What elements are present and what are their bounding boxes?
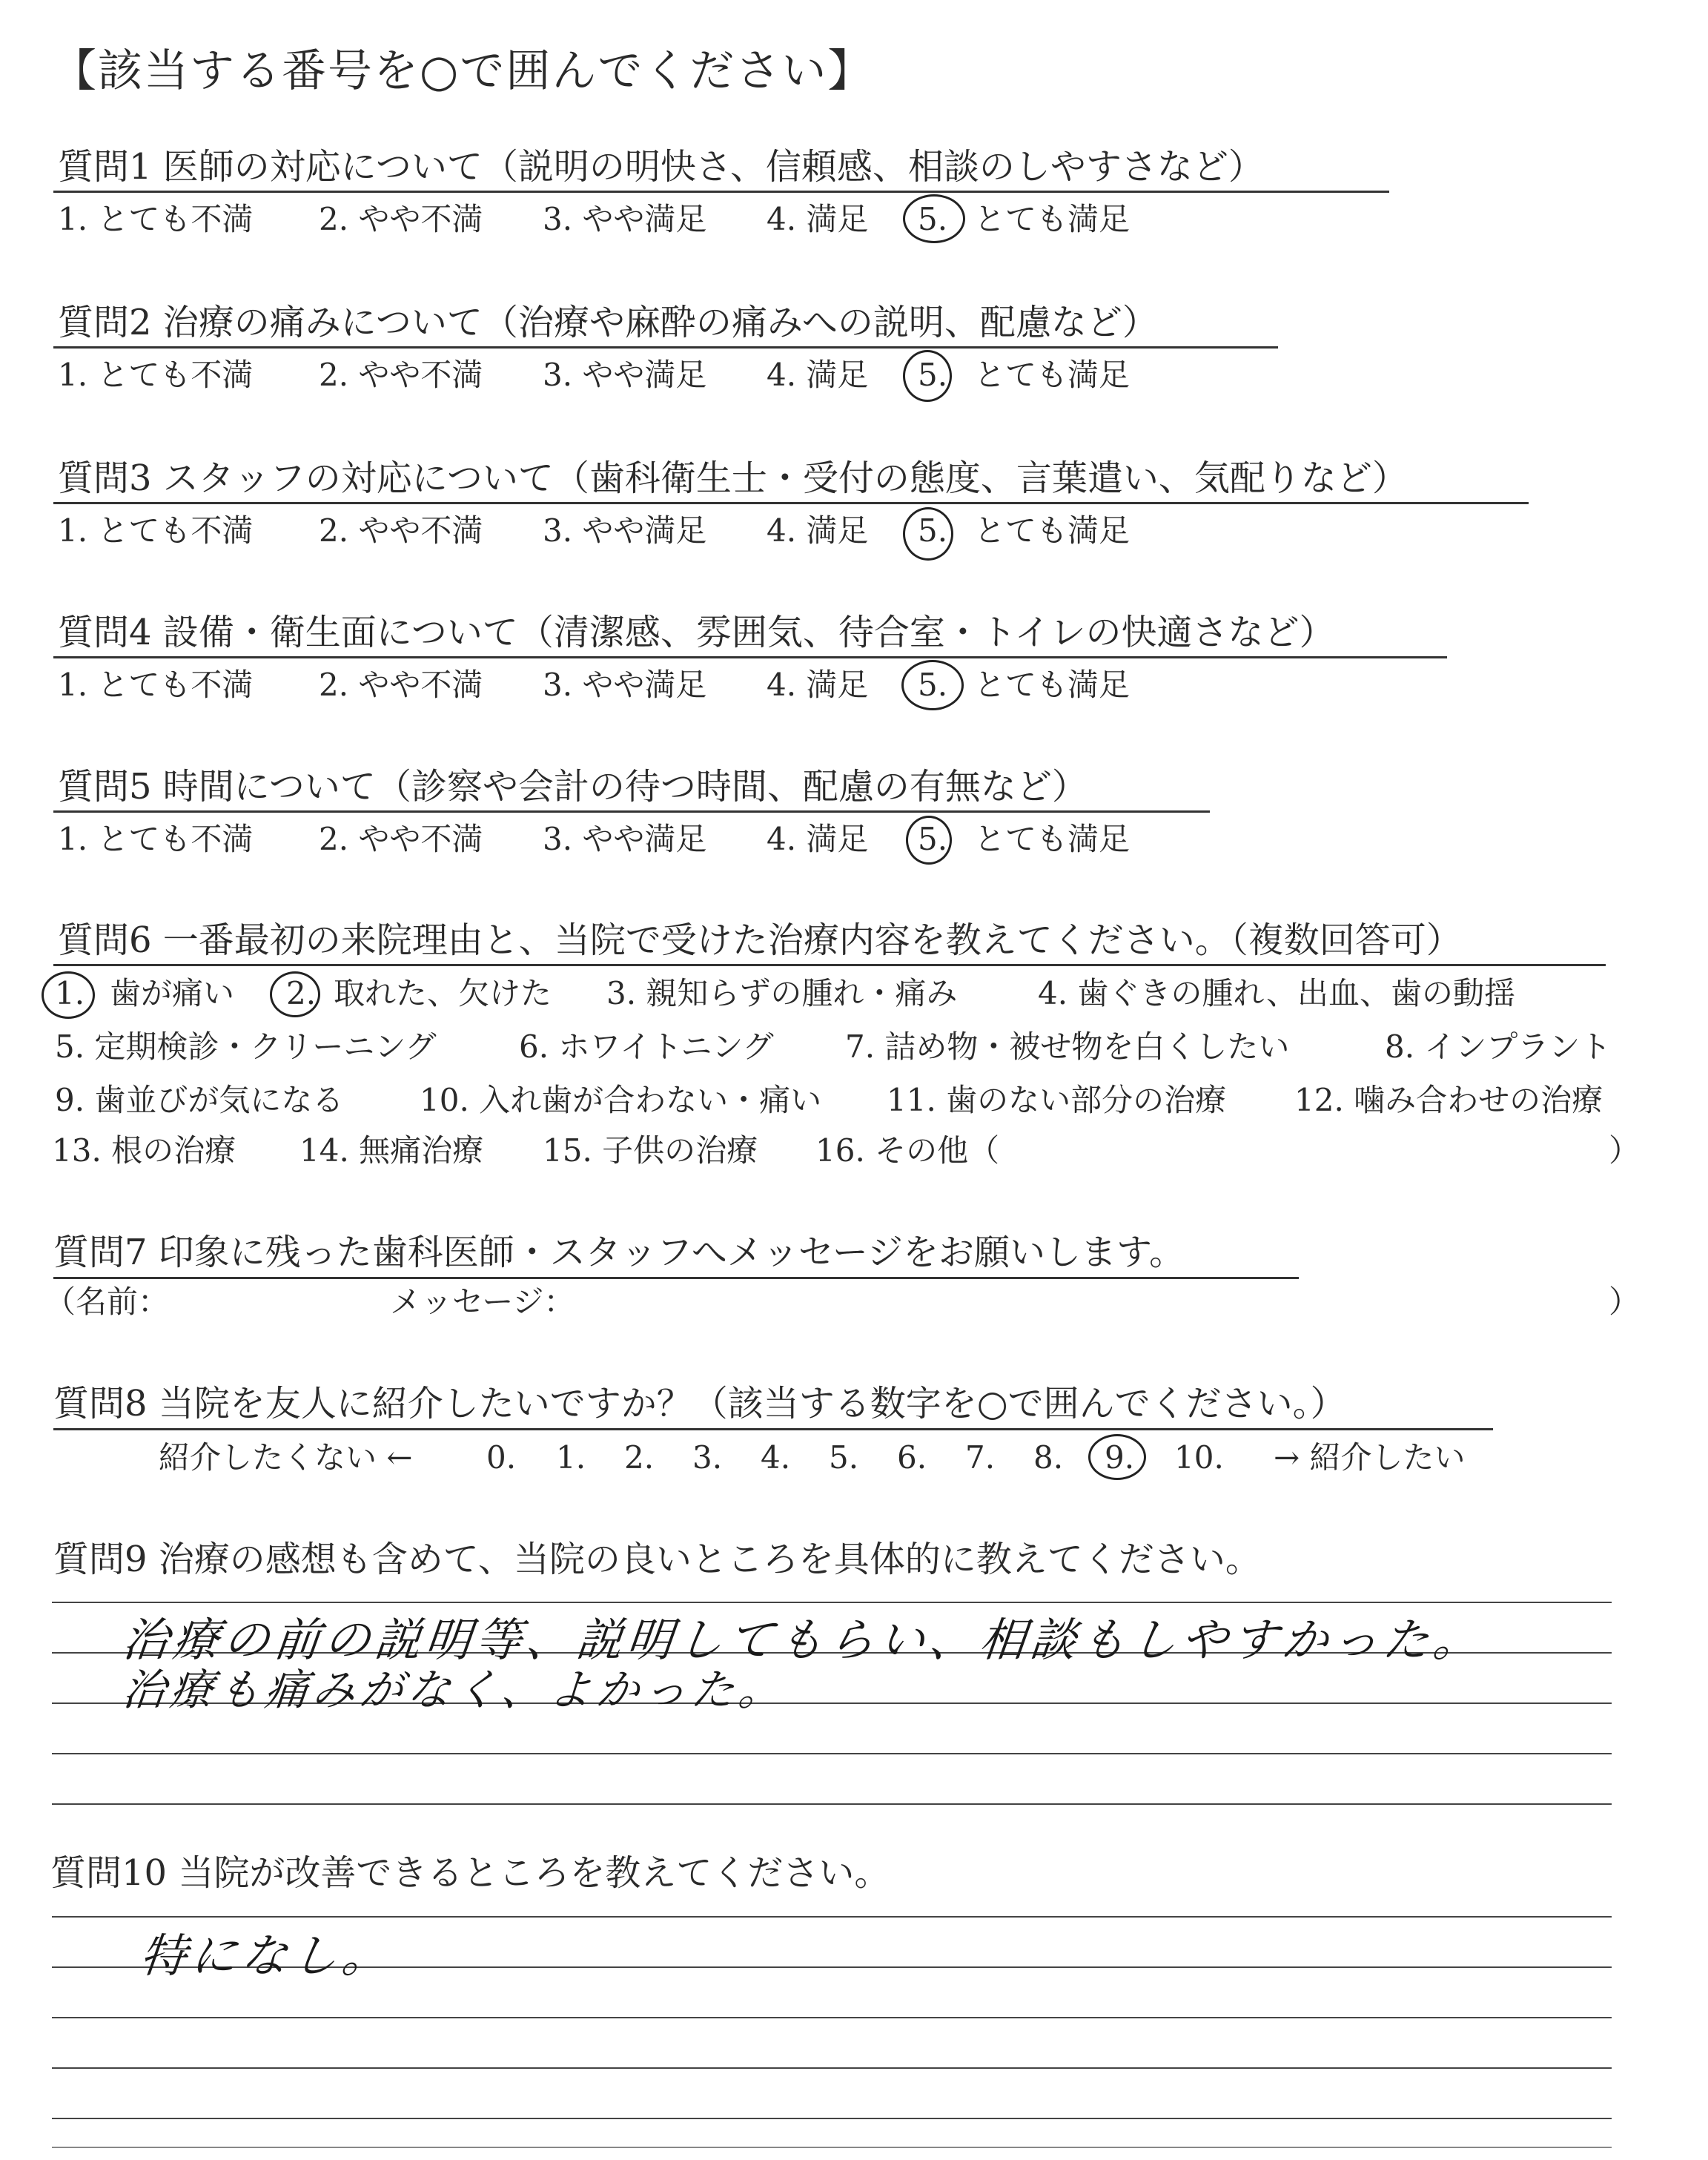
q2-underline [53, 346, 1278, 349]
q4-option-1[interactable]: 1. とても不満 [58, 667, 254, 703]
q5-option-5-label: とても満足 [974, 821, 1131, 857]
q1-option-1[interactable]: 1. とても不満 [58, 201, 254, 237]
q4-underline [53, 656, 1447, 658]
q3-option-5[interactable]: 5. [918, 512, 948, 549]
q6-option-11[interactable]: 11. 歯のない部分の治療 [887, 1082, 1227, 1118]
q6-row-4 [0, 1130, 1708, 1172]
q8-option-6[interactable]: 6. [897, 1439, 927, 1476]
q9-write-line-4 [52, 1753, 1612, 1754]
q5-option-3[interactable]: 3. やや満足 [543, 821, 707, 857]
q6-row-2 [0, 1026, 1708, 1068]
q5-options [0, 819, 1708, 860]
q4-title: 質問4 設備・衛生面について（清潔感、雰囲気、待合室・トイレの快適さなど） [58, 612, 1335, 653]
q6-answer-circle-2 [270, 971, 320, 1017]
q8-option-0[interactable]: 0. [486, 1439, 517, 1476]
q5-title: 質問5 時間について（診察や会計の待つ時間、配慮の有無など） [58, 766, 1088, 807]
q3-answer-circle [903, 507, 953, 561]
q8-right-label: → 紹介したい [1274, 1439, 1466, 1476]
q6-option-1-num[interactable]: 1. [55, 975, 85, 1011]
q2-title: 質問2 治療の痛みについて（治療や麻酔の痛みへの説明、配慮など） [58, 302, 1158, 343]
q2-option-2[interactable]: 2. やや不満 [319, 357, 483, 393]
q10-write-line-5 [52, 2118, 1612, 2119]
q6-option-8[interactable]: 8. インプラント [1385, 1028, 1612, 1065]
q3-title: 質問3 スタッフの対応について（歯科衛生士・受付の態度、言葉遣い、気配りなど） [58, 458, 1408, 499]
q4-option-3[interactable]: 3. やや満足 [543, 667, 707, 703]
q4-option-2[interactable]: 2. やや不満 [319, 667, 483, 703]
q2-option-3[interactable]: 3. やや満足 [543, 357, 707, 393]
q5-answer-circle [906, 816, 952, 865]
q8-option-8[interactable]: 8. [1033, 1439, 1064, 1476]
q6-answer-circle-1 [42, 971, 95, 1019]
q8-answer-circle [1088, 1434, 1146, 1480]
q6-title: 質問6 一番最初の来院理由と、当院で受けた治療内容を教えてください。（複数回答可） [58, 919, 1462, 961]
q5-option-5[interactable]: 5. [918, 821, 948, 857]
q2-option-5-label: とても満足 [974, 357, 1131, 393]
q5-option-4[interactable]: 4. 満足 [767, 821, 869, 857]
q6-option-10[interactable]: 10. 入れ歯が合わない・痛い [420, 1082, 822, 1118]
q1-option-5[interactable]: 5. [918, 201, 948, 237]
q4-answer-circle [901, 660, 964, 710]
q7-message-label: メッセージ： [390, 1284, 575, 1320]
q3-option-5-label: とても満足 [974, 512, 1131, 549]
q1-answer-circle [903, 194, 965, 243]
q5-option-2[interactable]: 2. やや不満 [319, 821, 483, 857]
q8-option-1[interactable]: 1. [556, 1439, 586, 1476]
q2-option-4[interactable]: 4. 満足 [767, 357, 869, 393]
q1-underline [53, 191, 1389, 193]
q6-option-16[interactable]: 16. その他（ [815, 1132, 1000, 1169]
q5-option-1[interactable]: 1. とても不満 [58, 821, 254, 857]
q6-option-5[interactable]: 5. 定期検診・クリーニング [55, 1028, 437, 1065]
q10-write-line-3 [52, 2017, 1612, 2018]
q8-scale [0, 1437, 1708, 1479]
q8-option-10[interactable]: 10. [1174, 1439, 1224, 1476]
q1-option-4[interactable]: 4. 満足 [767, 201, 869, 237]
q6-row-3 [0, 1080, 1708, 1121]
q10-write-line-1 [52, 1916, 1612, 1918]
q8-option-5[interactable]: 5. [829, 1439, 859, 1476]
q3-underline [53, 502, 1529, 504]
q6-option-9[interactable]: 9. 歯並びが気になる [55, 1082, 344, 1118]
q9-title: 質問9 治療の感想も含めて、当院の良いところを具体的に教えてください。 [53, 1539, 1261, 1580]
q8-underline [53, 1428, 1493, 1430]
q9-write-line-5 [52, 1803, 1612, 1805]
q6-option-1-label: 歯が痛い [110, 975, 235, 1011]
q7-name-label: （名前： [44, 1284, 170, 1320]
q4-option-4[interactable]: 4. 満足 [767, 667, 869, 703]
q4-options [0, 664, 1708, 706]
q4-option-5-label: とても満足 [974, 667, 1131, 703]
q6-row-1 [0, 973, 1708, 1014]
q10-handwritten-answer-line-1: 特になし。 [137, 1929, 396, 1983]
q2-option-1[interactable]: 1. とても不満 [58, 357, 254, 393]
q7-fields [0, 1281, 1708, 1326]
q8-option-2[interactable]: 2. [624, 1439, 655, 1476]
q6-option-16-close: ） [1609, 1132, 1641, 1169]
q2-options [0, 354, 1708, 396]
q1-option-5-label: とても満足 [974, 201, 1131, 237]
q6-option-6[interactable]: 6. ホワイトニング [519, 1028, 774, 1065]
q4-option-5[interactable]: 5. [918, 667, 948, 703]
q6-option-3[interactable]: 3. 親知らずの腫れ・痛み [606, 975, 958, 1011]
page-title: 【該当する番号を○で囲んでください】 [52, 45, 874, 97]
q3-option-1[interactable]: 1. とても不満 [58, 512, 254, 549]
q9-handwritten-answer-line-2: 治療も痛みがなく、よかった。 [119, 1665, 789, 1715]
q8-option-9[interactable]: 9. [1105, 1439, 1135, 1476]
q8-left-label: 紹介したくない ← [159, 1439, 413, 1476]
q8-option-3[interactable]: 3. [692, 1439, 723, 1476]
q8-option-7[interactable]: 7. [965, 1439, 996, 1476]
q5-underline [53, 810, 1210, 813]
q6-option-7[interactable]: 7. 詰め物・被せ物を白くしたい [845, 1028, 1290, 1065]
q1-option-2[interactable]: 2. やや不満 [319, 201, 483, 237]
q9-handwritten-answer-line-1: 治療の前の説明等、説明してもらい、相談もしやすかった。 [119, 1613, 1487, 1667]
q6-option-4[interactable]: 4. 歯ぐきの腫れ、出血、歯の動揺 [1038, 975, 1515, 1011]
q2-option-5[interactable]: 5. [918, 357, 948, 393]
q2-answer-circle [903, 350, 952, 402]
q6-option-12[interactable]: 12. 噛み合わせの治療 [1294, 1082, 1603, 1118]
q1-options [0, 199, 1708, 240]
q1-title: 質問1 医師の対応について（説明の明快さ、信頼感、相談のしやすさなど） [58, 146, 1264, 188]
q7-underline [53, 1277, 1299, 1279]
q10-title: 質問10 当院が改善できるところを教えてください。 [50, 1852, 890, 1894]
q6-option-14[interactable]: 14. 無痛治療 [299, 1132, 484, 1169]
q6-option-2-num[interactable]: 2. [286, 975, 317, 1011]
q6-option-15[interactable]: 15. 子供の治療 [543, 1132, 758, 1169]
q10-write-line-4 [52, 2067, 1612, 2069]
q3-option-3[interactable]: 3. やや満足 [543, 512, 707, 549]
q7-title: 質問7 印象に残った歯科医師・スタッフへメッセージをお願いします。 [53, 1232, 1185, 1273]
q8-title: 質問8 当院を友人に紹介したいですか？（該当する数字を○で囲んでください。） [53, 1383, 1346, 1424]
q6-option-2-label: 取れた、欠けた [334, 975, 552, 1011]
q1-option-3[interactable]: 3. やや満足 [543, 201, 707, 237]
q7-close: ） [1609, 1284, 1641, 1320]
page-bottom-rule [52, 2147, 1612, 2148]
q3-option-2[interactable]: 2. やや不満 [319, 512, 483, 549]
q3-options [0, 510, 1708, 552]
q6-option-13[interactable]: 13. 根の治療 [52, 1132, 236, 1169]
q6-underline [53, 964, 1606, 966]
q3-option-4[interactable]: 4. 満足 [767, 512, 869, 549]
q8-option-4[interactable]: 4. [761, 1439, 791, 1476]
